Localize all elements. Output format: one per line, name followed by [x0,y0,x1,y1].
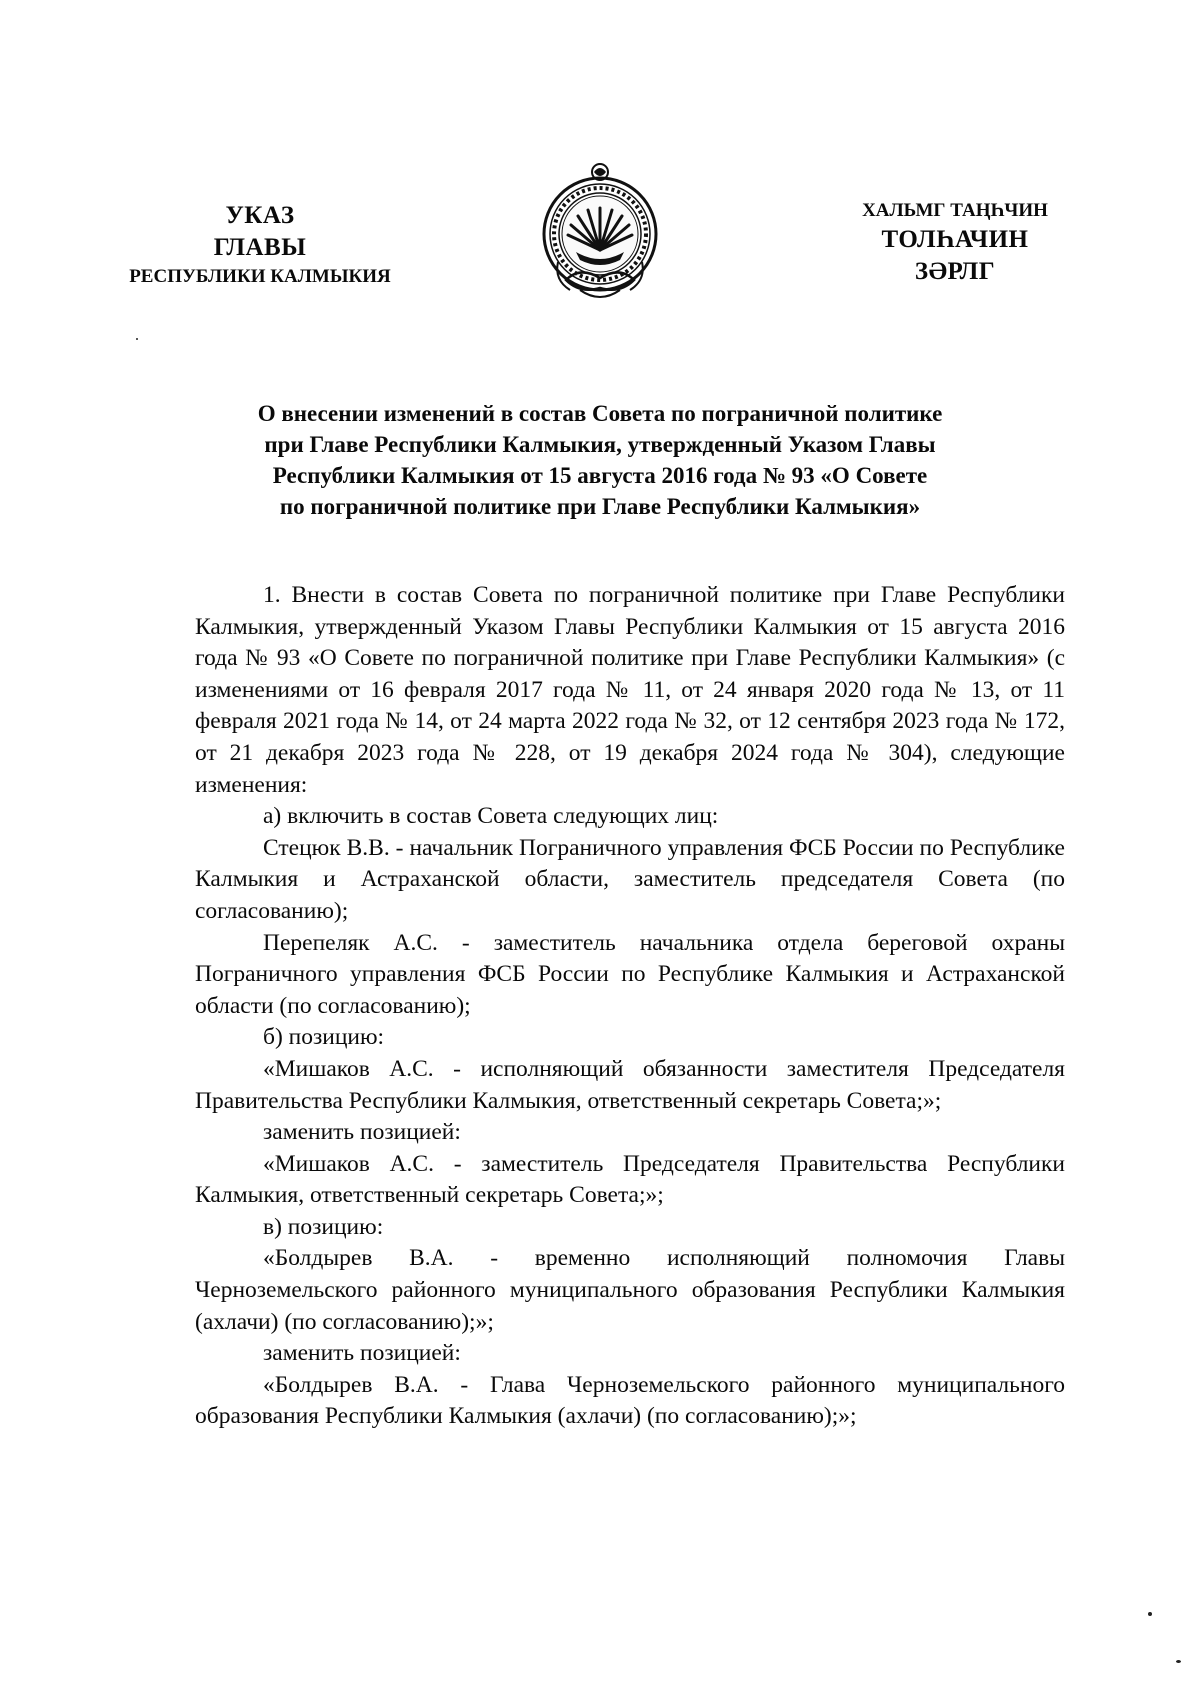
body-paragraph: 1. Внести в состав Совета по пограничной политике при Главе Республики Калмыкия, утвержденный Указом Главы Республики Калмыкия от 15 августа 2016 года № 93 «О Совете по пограничной политике при Главе Республики Калмыкия» (с изменениями от 16 февраля 2017 года № 11, от 24 января 2020 года № 13, от 11 февраля 2021 года № 14, от 24 марта 2022 года № 32, от 12 сентября 2023 года № 172, от 21 декабря 2023 года № 228, от 19 декабря 2024 года № 304), следующие изменения: [195,582,1065,798]
title-line: при Главе Республики Калмыкия, утвержденный Указом Главы [264,432,936,457]
body-paragraph: а) включить в состав Совета следующих лиц: [263,803,719,830]
scan-speck [1148,1612,1152,1616]
scan-speck [1176,1660,1181,1663]
document-title [160,398,1040,522]
body-paragraph: «Мишаков А.С. - исполняющий обязанности заместителя Председателя Правительства Республики Калмыкия, ответственный секретарь Совета;»; [195,1055,1065,1114]
header-right-block [840,198,1070,288]
title-line: по пограничной политике при Главе Республики Калмыкия» [279,494,921,519]
body-paragraph: в) позицию: [263,1213,384,1240]
kalmyk-decree-label: ЗӘРЛГ [914,258,996,285]
kalmykia-coat-of-arms-emblem [536,162,664,308]
title-line: О внесении изменений в состав Совета по пограничной политике [257,401,943,426]
scan-speck [136,338,138,340]
body-paragraph: «Болдырев В.А. - Глава Черноземельского районного муниципального образования Республики Калмыкия (ахлачи) (по согласованию);»; [195,1371,1065,1430]
body-paragraph: «Мишаков А.С. - заместитель Председателя Правительства Республики Калмыкия, ответственный секретарь Совета;»; [195,1150,1065,1209]
title-line: Республики Калмыкия от 15 августа 2016 года № 93 «О Совете [272,463,928,488]
republic-label: РЕСПУБЛИКИ КАЛМЫКИЯ [129,266,391,287]
body-paragraph: б) позицию: [263,1024,385,1051]
body-paragraph: заменить позицией: [263,1119,461,1146]
body-paragraph: заменить позицией: [263,1340,461,1367]
body-paragraph: Стецюк В.В. - начальник Пограничного управления ФСБ России по Республике Калмыкия и Астраханской области, заместитель председателя Совета (по согласованию); [195,834,1065,924]
head-label: ГЛАВЫ [213,234,307,261]
decree-label: УКАЗ [225,202,295,229]
body-paragraph: «Болдырев В.А. - временно исполняющий полномочия Главы Черноземельского районного муниципального образования Республики Калмыкия (ахлачи) (по согласованию);»; [195,1245,1065,1335]
header-left-block [110,200,410,290]
kalmyk-republic-label: ХАЛЬМГ ТАҢҺЧИН [862,200,1048,221]
kalmyk-head-label: ТОЛҺАЧИН [881,226,1029,253]
document-body [195,580,1065,1433]
body-paragraph: Перепеляк А.С. - заместитель начальника отдела береговой охраны Пограничного управления ФСБ России по Республике Калмыкия и Астраханской области (по согласованию); [195,929,1065,1019]
